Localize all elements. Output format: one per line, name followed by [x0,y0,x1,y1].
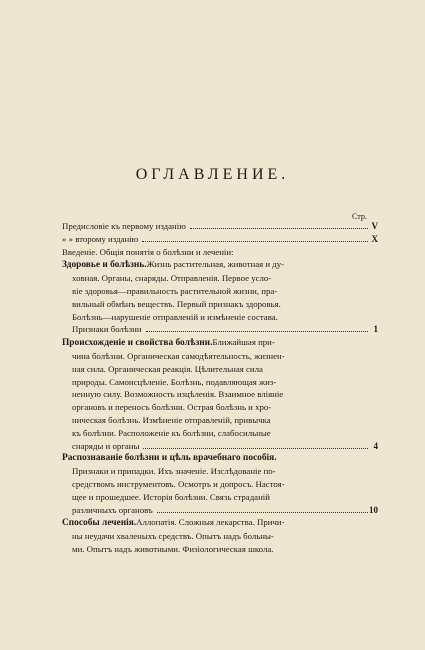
page-number: X [371,233,378,244]
toc-line [62,388,372,401]
toc-line [62,530,372,543]
toc-line-text: Признаки болѣзни [72,324,142,335]
toc-line-text: ническая болѣзнь. Измѣненіе отправленій, привычка [72,414,271,425]
toc-line-text: » » второму изданію [62,233,139,244]
page-column-header: Стр. [352,212,367,221]
toc-line [62,350,372,363]
page-title: ОГЛАВЛЕНИЕ. [135,166,290,183]
toc-line [62,465,372,478]
toc-section-heading: Способы леченія. [62,518,137,529]
toc-line-text: средствомъ инструментовъ. Осмотръ и допросъ. Настоя- [72,478,285,489]
toc-line-text: Болѣзнь—нарушеніе отправленій и измѣненіе состава. [72,311,278,322]
page-number: 1 [373,324,378,335]
toc-line-text: къ болѣзни. Расположеніе къ болѣзни, слабосильные [72,427,271,438]
toc-line-text: віе здоровья—правильность растительной жизни, пра- [72,285,278,296]
page-number: 4 [373,440,378,451]
toc-line [62,414,372,427]
toc-line-text: Ближайшая при- [212,337,275,348]
toc-line [62,504,378,517]
toc-line-text: щее и прошедшее. Исторія болѣзни. Связь страданій [72,491,270,502]
toc-line-text: ненную силу. Возможность изцѣленія. Взаимное вліяніе [72,389,284,400]
toc-line-text: снаряды и органы [72,440,140,451]
toc-line [62,233,378,246]
toc-line [62,258,372,272]
toc-section-heading: Здоровье и болѣзнь. [62,260,147,271]
toc-line [62,543,372,556]
toc-line [62,298,372,311]
toc-line [62,452,372,465]
toc-line [62,401,372,414]
toc-line [62,427,372,440]
toc-line-text: вильный обмѣнъ веществъ. Первый признакъ здоровья. [72,298,281,309]
toc-line-text: различныхъ органовъ [72,504,153,515]
toc-line [62,363,372,376]
toc-section-heading: Распознаваніе болѣзни и цѣль врачебнаго пособія. [62,453,277,464]
toc-line [62,440,378,453]
toc-line-text: Введеніе. Общія понятія о болѣзни и леченіи: [62,246,234,257]
toc-line-text: ная сила. Органическая реакція. Цѣлительная сила [72,363,263,374]
leader-dots [146,331,368,332]
toc-line [62,220,378,233]
toc-line-text: ми. Опытъ надъ животными. Физіологическая школа. [72,543,274,554]
toc-line [62,311,372,324]
leader-dots [142,241,368,242]
page-number: 10 [369,504,378,515]
toc-line-text: природы. Самоисцѣленіе. Болѣзнь, подавляющая жиз- [72,376,277,387]
toc-line-text: Жизнь растительная, животная и ду- [146,259,285,270]
toc-section-heading: Происхожденіе и свойства болѣзни. [62,338,213,349]
toc-line-text: Предисловіе къ первому изданію [62,221,186,231]
toc-line [62,246,372,259]
toc-line [62,376,372,389]
toc-line [62,478,372,491]
toc-line [62,272,372,285]
leader-dots [143,448,368,449]
toc-line [62,491,372,504]
toc-line-text: Аллопатія. Сложныя лекарства. Причи- [136,517,285,528]
toc-line-text: ны неудачи хваленыхъ средствъ. Опытъ надъ больны- [72,531,274,542]
toc-line [62,516,372,530]
leader-dots [157,512,368,513]
toc-line-text: ховная. Органы, снаряды. Отправленія. Первое усло- [72,273,272,284]
leader-dots [190,228,368,229]
toc-line-text: Признаки и припадки. Ихъ значеніе. Изслѣдованіе по- [72,466,276,477]
toc-line [62,285,372,298]
toc-line [62,323,378,336]
toc-line [62,336,372,350]
page-number: V [371,221,378,231]
table-of-contents [62,220,378,556]
toc-line-text: органовъ и переносъ болѣзни. Острая болѣзнь и хро- [72,402,272,413]
toc-line-text: чина болѣзни. Органическая самодѣятельность, жизнен- [72,350,285,361]
